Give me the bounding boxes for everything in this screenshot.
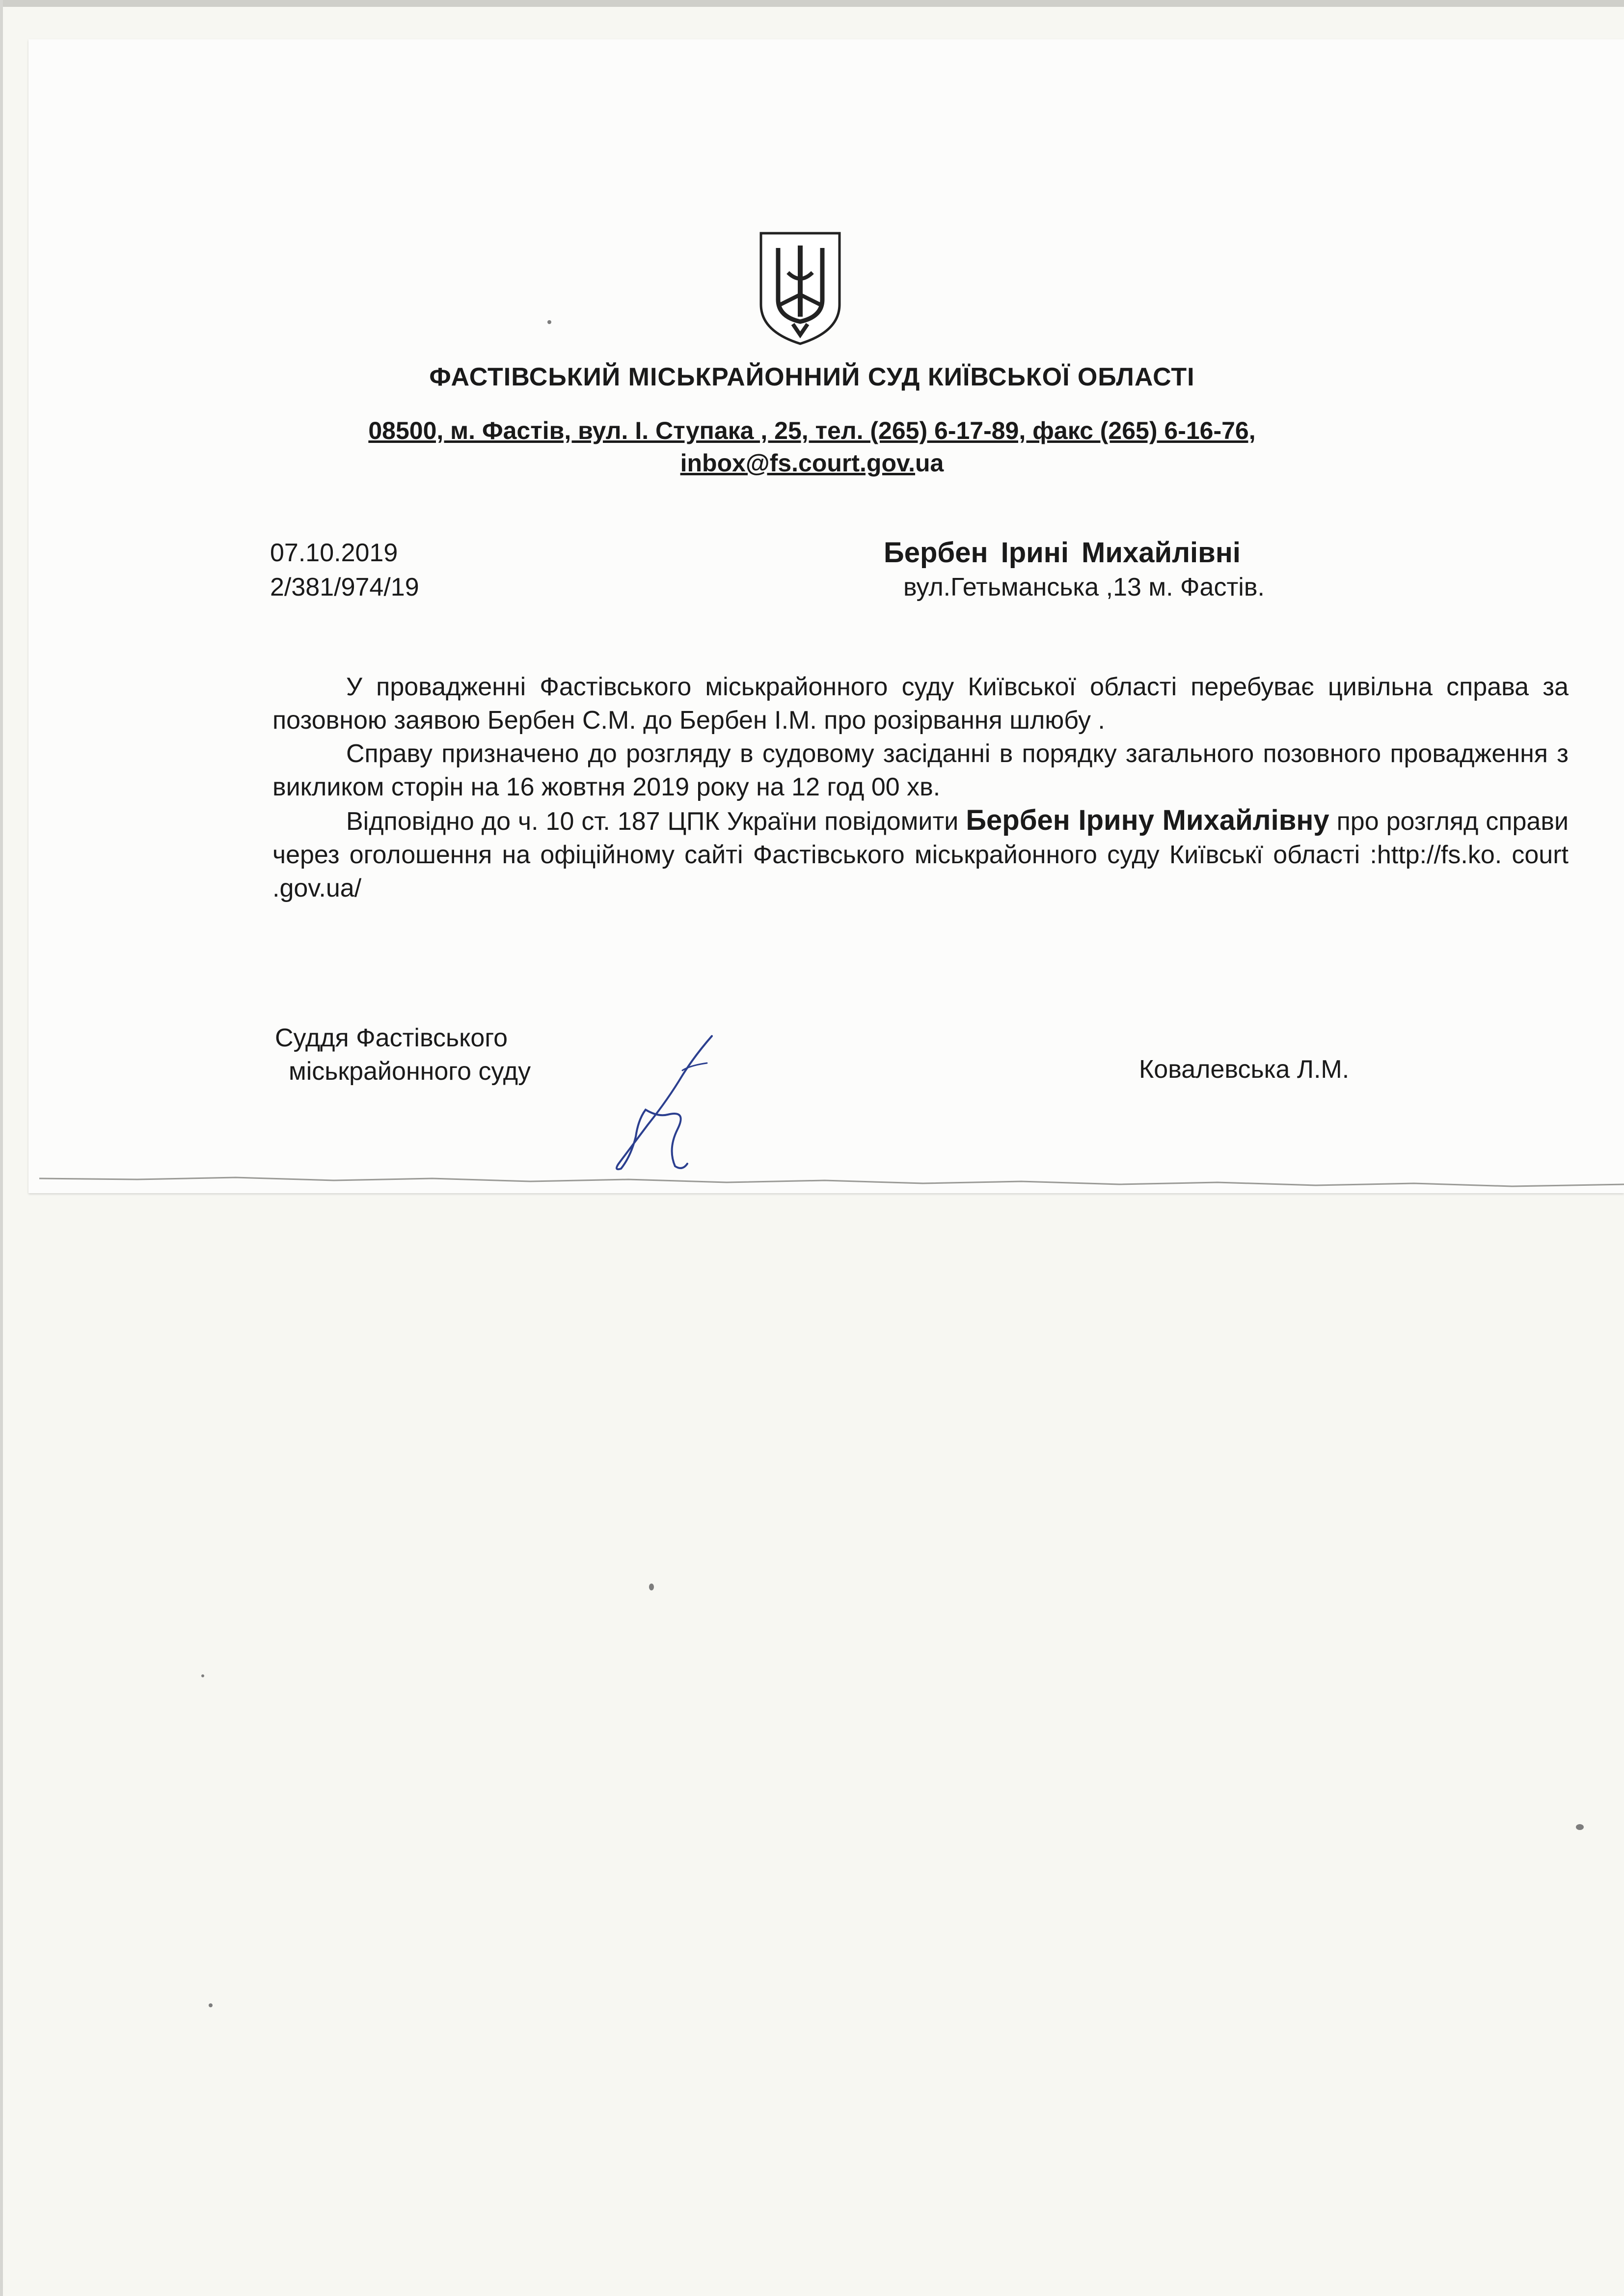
letter-body	[272, 670, 1569, 905]
scan-speck	[201, 1674, 204, 1677]
letter-date: 07.10.2019	[270, 539, 398, 567]
scan-border-left	[0, 0, 3, 2296]
body-paragraph-3	[272, 804, 1569, 905]
court-email	[0, 449, 1624, 477]
recipient-address: вул.Гетьманська ,13 м. Фастів.	[903, 573, 1265, 601]
judge-name: Ковалевська Л.М.	[1139, 1055, 1350, 1084]
court-address: 08500, м. Фастів, вул. І. Ступака , 25, тел. (265) 6-17-89, факс (265) 6-16-76,	[368, 417, 1256, 444]
torn-paper-edge	[39, 1169, 1624, 1208]
body-paragraph-2: Справу призначено до розгляду в судовому засіданні в порядку загального позовного провадження з викликом сторін на 16 жовтня 2019 року на 12 год 00 хв.	[272, 739, 1569, 801]
court-name: ФАСТІВСЬКИЙ МІСЬКРАЙОННИЙ СУД КИЇВСЬКОЇ ОБЛАСТІ	[429, 363, 1195, 391]
court-email-suffix: ua	[915, 449, 944, 477]
scan-border-top	[0, 0, 1624, 7]
letter-sheet	[28, 39, 1624, 1193]
signer-title-line-2: міськрайонного суду	[289, 1057, 531, 1086]
trident-emblem-icon	[751, 226, 849, 349]
scan-speck	[547, 320, 551, 324]
signer-title-line-1: Суддя Фастівського	[275, 1024, 508, 1052]
scan-speck	[1576, 1824, 1584, 1830]
scan-speck	[209, 2003, 213, 2007]
notify-text-before: Відповідно до ч. 10 ст. 187 ЦПК України повідомити	[346, 807, 966, 836]
notify-text-after: про розгляд справи через оголошення на офіційному сайті Фастівського міськрайонного суду Київськї області :http://fs.ko. court .gov.ua/	[272, 807, 1569, 902]
scan-speck	[649, 1584, 654, 1590]
body-paragraph-1: У провадженні Фастівського міськрайонного суду Київської області перебуває цивільна справа за позовною заявою Бербен С.М. до Бербен І.М. про розірвання шлюбу .	[272, 673, 1569, 735]
recipient-name: Бербен Ірині Михайлівні	[884, 537, 1241, 569]
notify-person-name: Бербен Ірину Михайлівну	[966, 804, 1329, 836]
handwritten-signature	[609, 1031, 727, 1174]
court-email-address: inbox@fs.court.gov.	[680, 449, 916, 477]
case-number: 2/381/974/19	[270, 573, 419, 601]
signer-title	[275, 1021, 531, 1088]
